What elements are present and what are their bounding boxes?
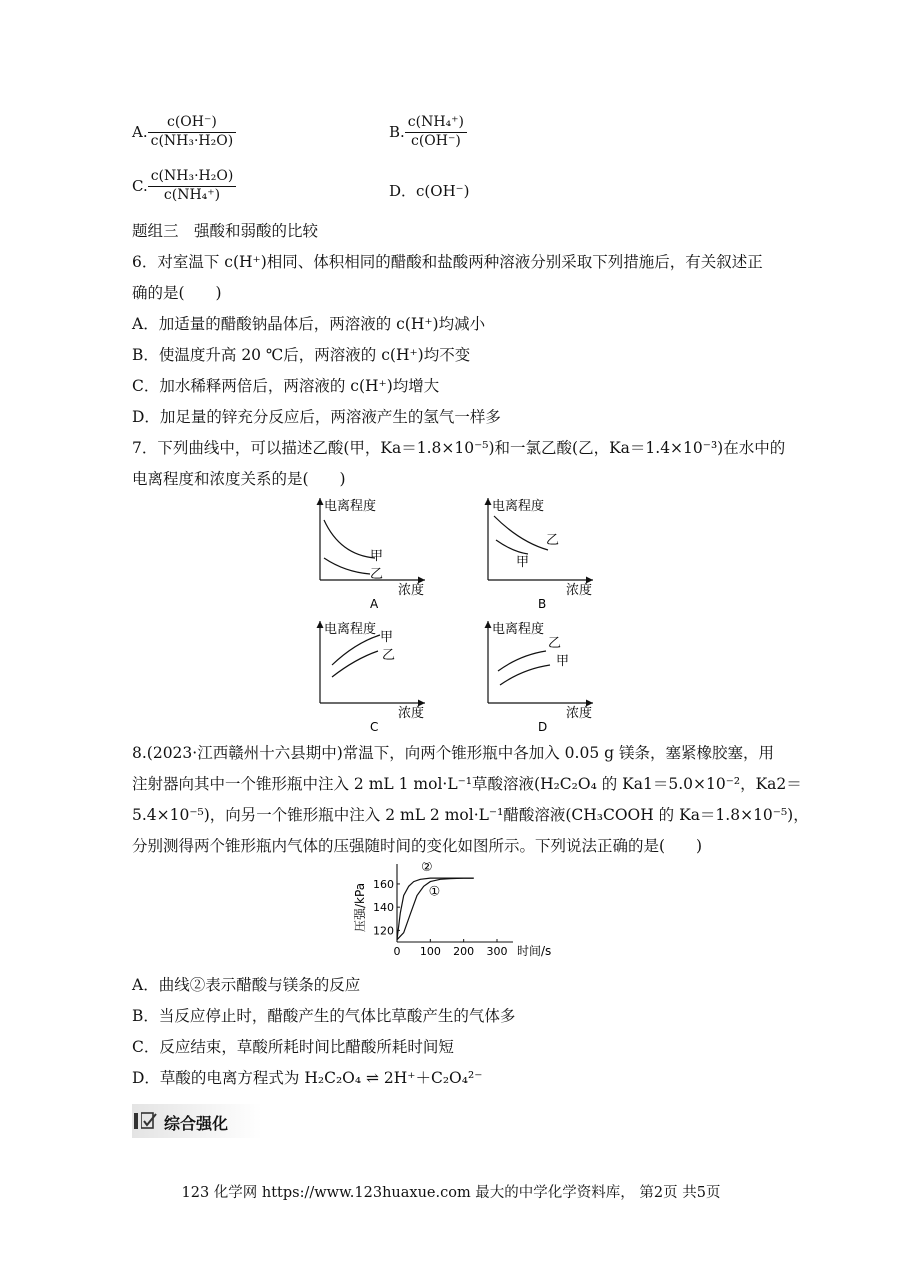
y-axis-label: 电离程度 xyxy=(324,622,377,637)
series-label: ① xyxy=(428,884,441,900)
curve-upper xyxy=(494,516,548,550)
q6-option-a: A．加适量的醋酸钠晶体后，两溶液的 c(H⁺)均减小 xyxy=(132,315,486,333)
checkmark-icon xyxy=(141,1112,157,1130)
fraction xyxy=(148,168,237,204)
section-heading: 综合强化 xyxy=(164,1114,229,1133)
q6-option-d: D．加足量的锌充分反应后，两溶液产生的氢气一样多 xyxy=(132,408,501,426)
heading-bar-icon xyxy=(134,1113,138,1129)
x-tick-label: 200 xyxy=(453,945,475,958)
q8-option-d: D．草酸的电离方程式为 H₂C₂O₄ ⇌ 2H⁺＋C₂O₄²⁻ xyxy=(132,1069,483,1087)
y-axis-label: 电离程度 xyxy=(324,499,377,514)
y-tick-label: 120 xyxy=(373,924,394,938)
numerator: c(OH⁻) xyxy=(148,114,237,133)
q8-stem-line2: 注射器向其中一个锥形瓶中注入 2 mL 1 mol·L⁻¹草酸溶液(H₂C₂O₄ 的 Ka1＝5.0×10⁻²，Ka2＝ xyxy=(132,775,802,793)
option-label: C. xyxy=(132,177,148,195)
q6-stem-line1: 6．对室温下 c(H⁺)相同、体积相同的醋酸和盐酸两种溶液分别采取下列措施后，有关叙述正 xyxy=(132,253,763,271)
graph-letter: B xyxy=(538,597,547,611)
curve-lower xyxy=(332,651,378,677)
y-axis-label: 电离程度 xyxy=(492,622,545,637)
q8-stem-line1: 8.(2023·江西赣州十六县期中)常温下，向两个锥形瓶中各加入 0.05 g 镁条，塞紧橡胶塞，用 xyxy=(132,744,774,762)
curve-label-upper: 乙 xyxy=(548,636,562,651)
q7-graphs xyxy=(300,490,620,735)
y-axis-label: 压强/kPa xyxy=(353,882,367,932)
q6-stem-line2: 确的是( ) xyxy=(132,284,222,302)
denominator: c(NH₃·H₂O) xyxy=(150,132,234,149)
curve-label-upper: 甲 xyxy=(380,630,394,645)
q5-option-d xyxy=(389,180,469,201)
q8-stem-line3: 5.4×10⁻⁵)，向另一个锥形瓶中注入 2 mL 2 mol·L⁻¹醋酸溶液(CH₃COOH 的 Ka＝1.8×10⁻⁵)， xyxy=(132,806,809,824)
fraction xyxy=(148,114,237,150)
q7-stem-line1: 7．下列曲线中，可以描述乙酸(甲，Ka＝1.8×10⁻⁵)和一氯乙酸(乙，Ka＝1.4×10⁻³)在水中的 xyxy=(132,439,786,457)
graph-letter: C xyxy=(370,720,379,734)
x-axis-label: 浓度 xyxy=(566,583,593,598)
option-label: B. xyxy=(389,123,405,141)
group-title: 题组三 强酸和弱酸的比较 xyxy=(132,222,319,240)
option-text: c(OH⁻) xyxy=(416,182,470,200)
x-tick-label: 100 xyxy=(419,945,441,958)
curve-label-lower: 甲 xyxy=(556,654,570,669)
curve-lower xyxy=(324,558,370,574)
option-label: A. xyxy=(132,123,148,141)
denominator: c(NH₄⁺) xyxy=(163,186,221,203)
graph-a xyxy=(320,498,425,611)
graph-letter: D xyxy=(538,720,548,734)
graph-b xyxy=(488,498,593,611)
x-axis-label: 时间/s xyxy=(517,944,552,958)
page-footer: 123 化学网 https://www.123huaxue.com 最大的中学化学资料库， 第2页 共5页 xyxy=(181,1185,721,1201)
y-axis-label: 电离程度 xyxy=(492,499,545,514)
q5-option-b xyxy=(389,114,467,150)
graph-letter: A xyxy=(370,597,379,611)
curve-label-lower: 乙 xyxy=(370,567,384,582)
y-tick-label: 160 xyxy=(373,877,394,891)
x-tick-label: 300 xyxy=(486,945,508,958)
option-label: D． xyxy=(389,182,417,200)
curve-upper xyxy=(498,651,546,671)
q6-option-b: B．使温度升高 20 ℃后，两溶液的 c(H⁺)均不变 xyxy=(132,346,471,364)
q8-option-a: A．曲线②表示醋酸与镁条的反应 xyxy=(132,976,361,994)
y-tick-label: 140 xyxy=(373,901,394,915)
q6-option-c: C．加水稀释两倍后，两溶液的 c(H⁺)均增大 xyxy=(132,377,440,395)
denominator: c(OH⁻) xyxy=(410,132,461,149)
q7-stem-line2: 电离程度和浓度关系的是( ) xyxy=(132,470,346,488)
x-axis-label: 浓度 xyxy=(566,706,593,721)
curve-label-upper: 甲 xyxy=(370,549,384,564)
pressure-chart xyxy=(350,862,560,967)
graph-c xyxy=(320,621,425,734)
x-axis-label: 浓度 xyxy=(398,706,425,721)
q5-option-a xyxy=(132,114,236,150)
curve-label-lower: 乙 xyxy=(382,648,396,663)
fraction xyxy=(405,114,467,150)
curve-upper xyxy=(324,520,375,558)
q8-option-b: B．当反应停止时，醋酸产生的气体比草酸产生的气体多 xyxy=(132,1007,516,1025)
x-axis-label: 浓度 xyxy=(398,583,425,598)
q5-option-c xyxy=(132,168,236,204)
section-heading-bar xyxy=(132,1104,262,1138)
x-tick-label: 0 xyxy=(393,945,401,958)
q8-stem-line4: 分别测得两个锥形瓶内气体的压强随时间的变化如图所示。下列说法正确的是( ) xyxy=(132,837,703,855)
q8-option-c: C．反应结束，草酸所耗时间比醋酸所耗时间短 xyxy=(132,1038,454,1056)
series-label: ② xyxy=(421,862,433,876)
curve-lower xyxy=(500,665,550,685)
numerator: c(NH₄⁺) xyxy=(405,114,467,133)
chart-series xyxy=(397,862,474,940)
curve-label-upper: 乙 xyxy=(546,533,560,548)
graph-d xyxy=(488,621,593,734)
curve-lower xyxy=(496,540,528,554)
numerator: c(NH₃·H₂O) xyxy=(148,168,237,187)
curve-label-lower: 甲 xyxy=(516,555,530,570)
